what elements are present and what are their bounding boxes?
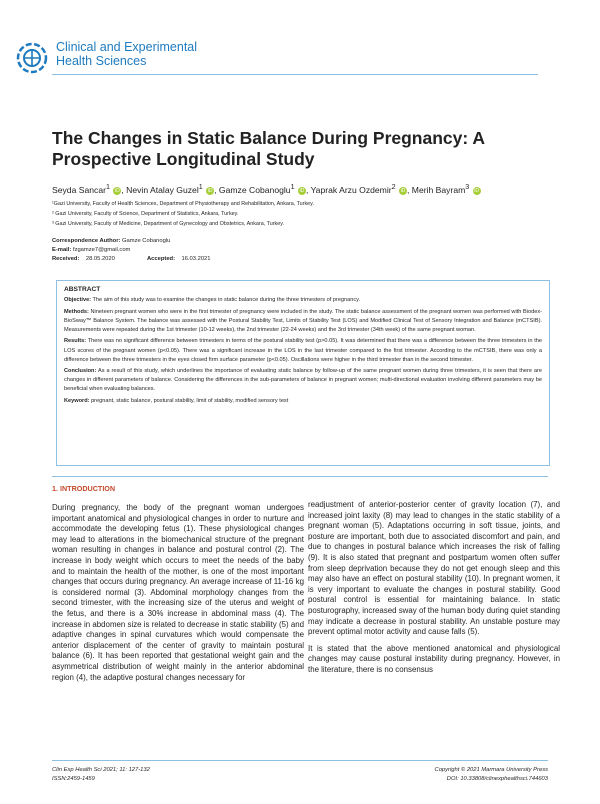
author-name: Yaprak Arzu Ozdemir: [310, 184, 392, 195]
affiliations: [52, 199, 314, 230]
footer-copyright: Copyright © 2021 Marmara University Press: [434, 767, 548, 773]
author-affil-mark: 1: [105, 183, 110, 191]
affiliation-line: ² Gazi University, Faculty of Science, Department of Statistics, Ankara, Turkey.: [52, 211, 239, 218]
journal-name: [56, 40, 197, 68]
abstract-keywords: [64, 397, 542, 406]
body-column-right: [308, 500, 560, 682]
author-name: Nevin Atalay Guzel: [126, 184, 199, 195]
email-link[interactable]: fzgamze7@gmail.com: [72, 247, 131, 253]
keywords-text: pregnant, static balance, postural stability, limit of stability, modified sensory test: [91, 398, 289, 405]
journal-logo-icon: [14, 40, 50, 76]
abstract-objective: [64, 296, 542, 305]
body-paragraph: During pregnancy, the body of the pregnant woman undergoes important anatomical and physiological changes in order to nurture and accommodate the developing fetus (1). These physiological changes may lead to alterations in the biomechanical structure of the pregnant woman resulting in changes in balance and postural control (2). The increase in body weight which occurs to meet the needs of the baby and to maintain the health of the mother, is one of the most important changes that occurs during pregnancy. An average increase of 11-16 kg is considered normal (3). Abdominal morphology changes from the second trimester, with the increasing size of the uterus and weight of the fetus, and there is a 30% increase in abdominal mass (4). The increase in abdomen size is related to decrease in static stability (5) and adaptive changes in spinal curvatures which would compensate the anterior displacement of the center of gravity to maintain postural balance (6). It has been reported that gestational weight gain and the asymmetrical distribution of weight mainly in the anterior abdominal region (4), the adaptive postural changes necessary for: [52, 503, 304, 682]
author-name: Merih Bayram: [411, 184, 466, 195]
section-heading: 1. INTRODUCTION: [52, 484, 116, 493]
header-divider: [52, 74, 538, 75]
abstract-results: [64, 337, 542, 364]
footer-doi[interactable]: DOI: 10.33808/clinexphealthsci.744603: [446, 776, 548, 782]
article-title: The Changes in Static Balance During Pregnancy: A Prospective Longitudinal Study: [52, 128, 485, 169]
objective-text: The aim of this study was to examine the changes in static balance during the three trimesters of pregnancy.: [92, 297, 361, 304]
abstract-box: [56, 280, 550, 466]
author-list: Seyda Sancar$^1$ iD , Nevin Atalay Guzel$^1$ iD , Gamze Cobanoglu$^1$ iD , Yaprak Arzu Ozdemir$^2$ iD , Merih Bayram$^3$ iD: [52, 183, 479, 195]
footer-divider: [52, 760, 548, 761]
correspondence-author: Gamze Cobanoglu: [122, 238, 171, 244]
conclusion-label: Conclusion:: [64, 368, 97, 375]
footer-issn: ISSN:2459-1459: [52, 776, 95, 782]
received-date: 28.05.2020: [85, 256, 115, 262]
abstract-methods: [64, 308, 542, 335]
accepted-date: 16.03.2021: [181, 256, 211, 262]
orcid-icon[interactable]: iD: [474, 187, 479, 194]
journal-name-line2: Health Sciences: [56, 54, 147, 68]
footer-right: [435, 766, 548, 784]
email-label: E-mail:: [52, 247, 72, 253]
affiliation-line: ¹Gazi University, Faculty of Health Sciences, Department of Physiotherapy and Rehabilitation, Ankara, Turkey.: [52, 201, 314, 207]
footer-citation: Clin Exp Health Sci 2021; 11: 127-132: [52, 767, 150, 773]
objective-label: Objective:: [64, 297, 92, 304]
results-text: There was no significant difference between trimesters in terms of the postural stability test (p>0.05). It was determined that there was a difference between the three trimesters in the LOS scores of the pregnant women (p<0.05). There was a significant increase in the LOS in the last trimester compared to the first trimester. According to the mCTSIB, there was only a difference between the three trimesters in the eyes closed firm surface parameter (p<0.05). Oscillations were higher in the third trimester than in the second trimester.: [64, 338, 543, 363]
methods-label: Methods:: [64, 308, 89, 315]
author-affil-mark: 1: [290, 183, 295, 191]
correspondence-label: Correspondence Author:: [52, 238, 121, 244]
section-divider: [52, 476, 548, 477]
author-name: Gamze Cobanoglu: [218, 184, 291, 195]
author-name: Seyda Sancar: [52, 184, 106, 195]
orcid-icon[interactable]: iD: [207, 187, 213, 194]
author-affil-mark: 2: [391, 183, 396, 191]
author-affil-mark: 3: [465, 183, 470, 191]
correspondence-block: [52, 237, 211, 264]
conclusion-text: As a result of this study, which underlines the importance of evaluating static balance by follow-up of the same pregnant women during three trimesters, it is seen that there are changes in different parameters of balance. Considering the differences in the sub-parameters of balance in pregnant women; multi-directional evaluation involving different parameters may be beneficial when evaluating balances.: [64, 368, 542, 393]
body-column-left: [52, 503, 304, 689]
received-label: Received:: [52, 256, 80, 262]
affiliation-line: ³ Gazi University, Faculty of Medicine, Department of Gynecology and Obstetrics, Ankara, Turkey.: [52, 221, 284, 228]
body-paragraph: It is stated that the above mentioned anatomical and physiological changes may cause postural instability during pregnancy. However, in the literature, there is no consensus: [308, 643, 560, 674]
abstract-heading: ABSTRACT: [64, 286, 101, 293]
results-label: Results:: [64, 338, 87, 345]
methods-text: Nineteen pregnant women who were in the first trimester of pregnancy were included in the study. The static balance assessment of the pregnant women was performed with Biodex-BioSway™ Balance System. The balance was assessed with the Postural Stability Test, Limits of Stability Test (LOS) and Modified Clinical Test of Sensory Integration and Balance (mCTSIB). Measurements were repeated during the 1st trimester (10-12 weeks), the 2nd trimester (22-24 weeks) and the 3rd trimester (34th week) of the same pregnant woman.: [64, 308, 542, 333]
footer-left: [52, 766, 150, 784]
orcid-icon[interactable]: iD: [400, 187, 406, 194]
journal-name-line1: Clinical and Experimental: [56, 40, 198, 54]
abstract-conclusion: [64, 367, 542, 394]
orcid-icon[interactable]: iD: [299, 187, 305, 194]
accepted-label: Accepted:: [147, 256, 176, 262]
orcid-icon[interactable]: iD: [114, 187, 120, 194]
keywords-label: Keyword:: [64, 398, 90, 405]
author-affil-mark: 1: [198, 183, 203, 191]
body-paragraph: readjustment of anterior-posterior center of gravity location (7), and increased joint laxity (8) may lead to changes in the static stability of a pregnant woman (5). Adaptations occurring in soft tissue, joints, and posture are important, both due to associated discomfort and pain, and due to changes in postural balance which increases the risk of falling (9). It is also stated that pregnant and postpartum women often suffer from sleep deprivation because they do not get enough sleep and this may also have an effect on postural stability (10). In pregnant women, it is very important to evaluate the changes in postural stability. Good postural control is essential for maintaining balance. In static posturography, increased sway of the human body during quiet standing may indicate a decrease in postural stability. An unstable posture may prevent optimal motor activity and cause falls (5).: [308, 500, 560, 637]
